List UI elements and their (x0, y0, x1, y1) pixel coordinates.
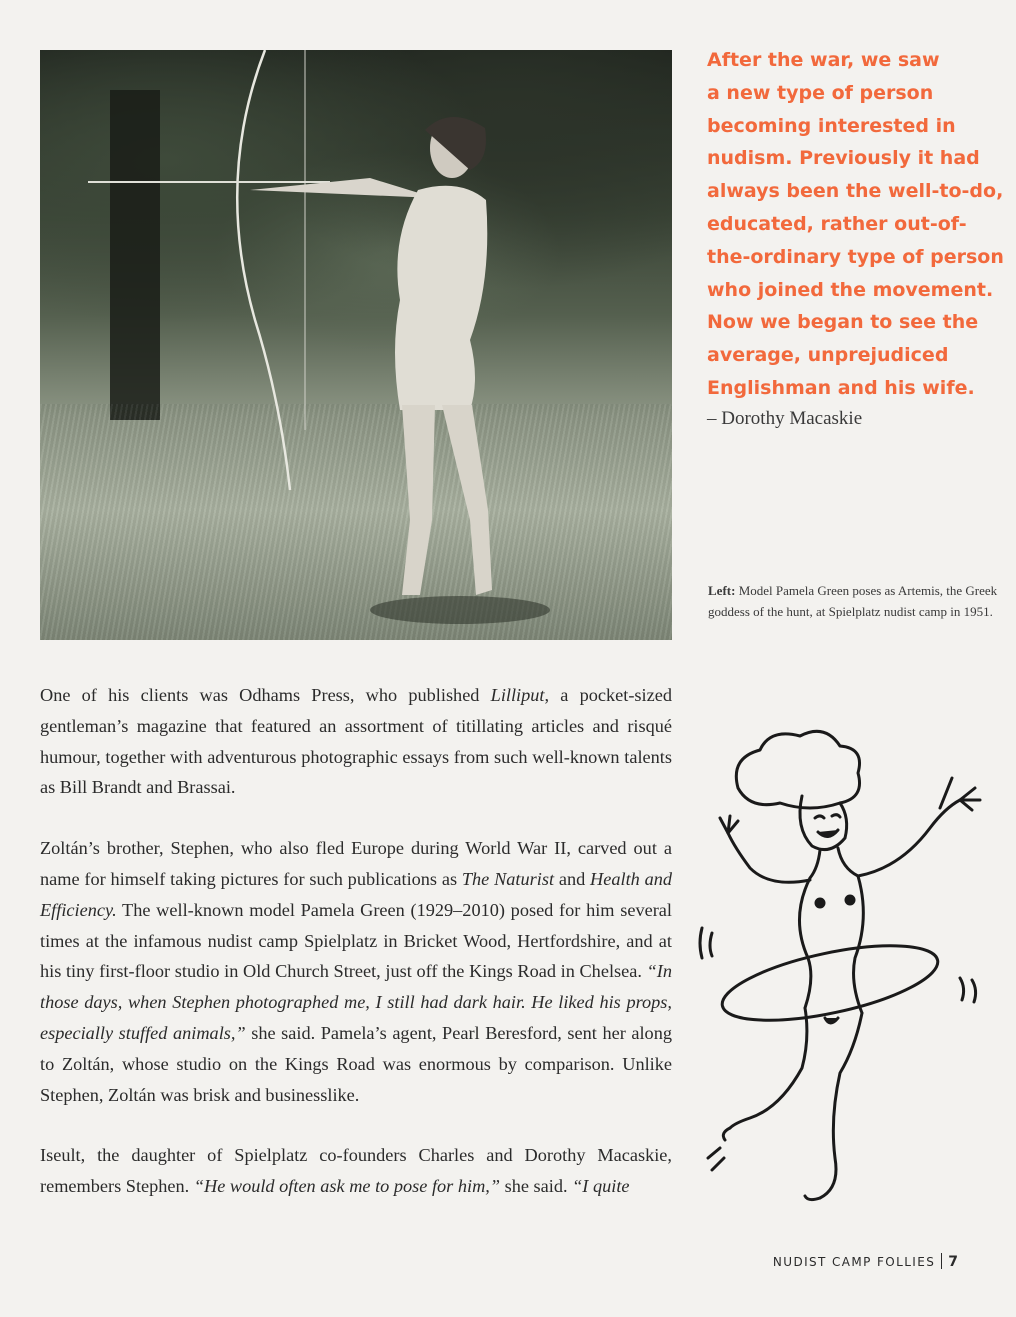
photo-caption (708, 580, 998, 622)
pull-quote-line: average, unprejudiced (707, 344, 949, 367)
pull-quote-line: always been the well-to-do, (707, 180, 1004, 203)
italic-title: Lilliput (490, 685, 545, 705)
italic-quote: “In those days, when Stephen photographed me, I still had dark hair. He liked his props, especially stuffed animals,” (40, 961, 672, 1043)
text-run: and (554, 868, 591, 889)
pull-quote-line: nudism. Previously it had (707, 147, 980, 170)
paragraph-2 (40, 833, 672, 1110)
italic-title: Health and Efficiency. (40, 868, 673, 920)
text-run: , a pocket-sized gentleman’s magazine that featured an assortment of titillating articles and risqué humour, together with adventurous photographic essays from such well-known talents as Bill Brandt and Brassai. (40, 685, 672, 798)
pull-quote-line: who joined the movement. (707, 278, 994, 301)
italic-title: The Naturist (461, 868, 555, 889)
text-run: she said. Pamela’s agent, Pearl Beresford, sent her along to Zoltán, whose studio on the Kings Road was enormous by comparison. Unlike Stephen, Zoltán was brisk and businesslike. (40, 1022, 672, 1105)
running-title: NUDIST CAMP FOLLIES (772, 1255, 936, 1269)
text-run: One of his clients was Odhams Press, who published (40, 685, 491, 705)
pull-quote-line: Now we began to see the (707, 311, 979, 334)
caption-label: Left: (708, 583, 736, 598)
caption-text: Model Pamela Green poses as Artemis, the Greek goddess of the hunt, at Spielplatz nudist camp in 1951. (708, 583, 998, 619)
hula-hoop-dancer-illustration (690, 718, 990, 1238)
paragraph-3 (40, 1140, 672, 1202)
archer-figure (40, 50, 672, 640)
text-run: she said. (500, 1176, 573, 1197)
pull-quote-line: Englishman and his wife. (707, 376, 975, 399)
pull-quote-line: becoming interested in (707, 114, 956, 137)
page-footer (773, 1253, 958, 1270)
pull-quote-line: a new type of person (707, 81, 934, 104)
quote-attribution: – Dorothy Macaskie (707, 408, 863, 429)
text-run: The well-known model Pamela Green (1929–2010) posed for him several times at the infamous nudist camp Spielplatz in Bricket Wood, Hertfordshire, and at his tiny first-floor studio in Old Church Street, just off the Kings Road in Chelsea. (40, 899, 672, 982)
text-run: Iseult, the daughter of Spielplatz co-founders Charles and Dorothy Macaskie, remembers Stephen. (40, 1145, 672, 1197)
paragraph-1 (40, 680, 672, 803)
pull-quote-line: After the war, we saw (707, 49, 940, 71)
pull-quote-line: the-ordinary type of person (707, 245, 1004, 268)
footer-divider (941, 1253, 942, 1269)
archer-photograph (40, 50, 672, 640)
page-number: 7 (948, 1254, 958, 1270)
text-run: Zoltán’s brother, Stephen, who also fled Europe during World War II, carved out a name for himself taking pictures for such publications as (40, 838, 672, 889)
pull-quote-line: educated, rather out-of- (707, 212, 967, 235)
body-text (40, 680, 672, 1232)
pull-quote (707, 44, 1007, 405)
italic-quote: “I quite (572, 1176, 630, 1197)
italic-quote: “He would often ask me to pose for him,” (193, 1176, 501, 1197)
